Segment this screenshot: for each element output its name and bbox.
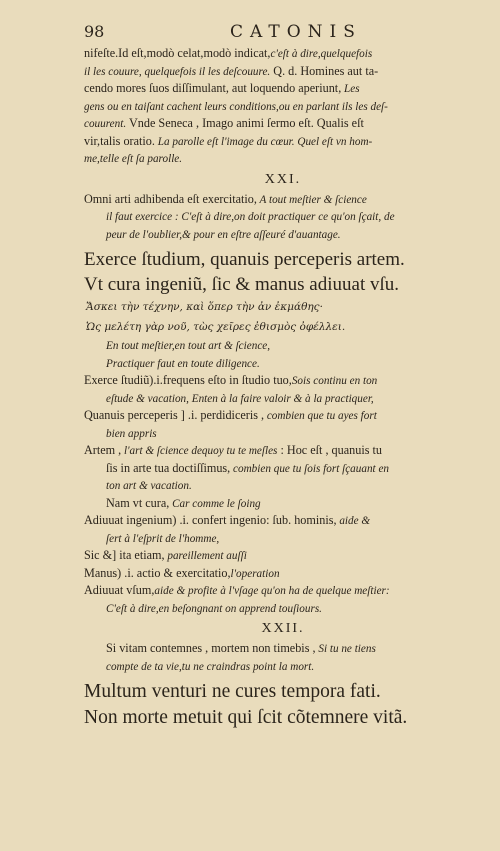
text-line: ton art & vacation. (106, 480, 192, 492)
text-line: Nam vt cura, Car comme le ſoing (106, 495, 261, 510)
text-line: ſis in arte tua doctiſſimus, combien que tu ſois fort ſçauant en (106, 460, 390, 475)
text-line: Adiuuat ingenium) .i. confert ingenio: ſub. hominis, aide & (84, 513, 371, 527)
page-body (84, 45, 482, 731)
text-line: Sic &] ita etiam, pareillement auſſi (84, 548, 247, 562)
text-line: me,telle eſt ſa parolle. (84, 153, 183, 165)
text-line: Exerce ſtudiũ).i.frequens eſto in ſtudio tuo,Sois continu en ton (84, 373, 378, 387)
verse-line: Non morte metuit qui ſcit cõtemnere vitã. (84, 707, 408, 728)
text-line: Practiquer faut en toute diligence. (106, 357, 260, 370)
page-header (84, 22, 482, 42)
text-line: bien appris (106, 427, 157, 440)
text-line: ſert à l'eſprit de l'homme, (106, 532, 220, 545)
text-line: peur de l'oublier,& pour en eſtre aſſeuré d'auantage. (106, 228, 341, 241)
text-line: Omni arti adhibenda eſt exercitatio, A tout meſtier & ſcience (84, 191, 367, 206)
section-number: XXII. (261, 621, 305, 636)
text-line: Quanuis perceperis ] .i. perdidiceris , combien que tu ayes fort (84, 408, 377, 422)
text-line: Adiuuat vſum,aide & profite à l'vſage qu'on ha de quelque meſtier: (84, 583, 390, 597)
greek-line: Ὡς μελέτη γὰρ νοῦ, τὼς χεῖρες ἐθισμὸς ὀφέλλει. (86, 321, 346, 333)
verse-line: Multum venturi ne cures tempora fati. (84, 681, 381, 702)
verse-line: Vt cura ingeniũ, ſic & manus adiuuat vſu. (84, 274, 400, 295)
text-line: Si vitam contemnes , mortem non timebis , Si tu ne tiens (106, 641, 376, 655)
text-line: En tout meſtier,en tout art & ſcience, (106, 340, 271, 352)
greek-line: Ἄσκει τὴν τέχνην, καὶ ὅπερ τὴν ἀν ἐκμάθης· (86, 301, 323, 313)
text-line: gens ou en taiſant cachent leurs conditions,ou en parlant ils les deſ- (84, 100, 388, 113)
text-line: couurent. Vnde Seneca , Imago animi ſermo eſt. Qualis eſt (84, 116, 364, 130)
text-line: nifeſte.Id eſt,modò celat,modò indicat,c'eſt à dire,quelquefois (84, 46, 373, 60)
text-line: eſtude & vacation, Enten à la faire valoir & à la practiquer, (106, 392, 374, 405)
text-line: il les couure, quelquefois il les deſcouure. Q. d. Homines aut ta- (84, 63, 379, 78)
verse-line: Exerce ſtudium, quanuis perceperis artem. (84, 249, 405, 270)
text-line: il faut exercice : C'eſt à dire,on doit practiquer ce qu'on ſçait, de (106, 211, 395, 223)
text-line: cendo mores ſuos diſſimulant, aut loquendo aperiunt, Les (84, 81, 360, 95)
running-head: CATONIS (230, 22, 362, 42)
text-line: compte de ta vie,tu ne craindras point la mort. (106, 660, 315, 673)
text-line: C'eſt à dire,en beſongnant on apprend touſiours. (106, 602, 322, 615)
text-line: Manus) .i. actio & exercitatio,l'operation (84, 565, 280, 580)
page-number: 98 (84, 22, 105, 41)
text-line: Artem , l'art & ſcience dequoy tu te meſles : Hoc eſt , quanuis tu (84, 443, 382, 457)
section-number: XXI. (264, 171, 302, 187)
text-line: vir,talis oratio. La parolle eſt l'image du cœur. Quel eſt vn hom- (84, 133, 373, 148)
